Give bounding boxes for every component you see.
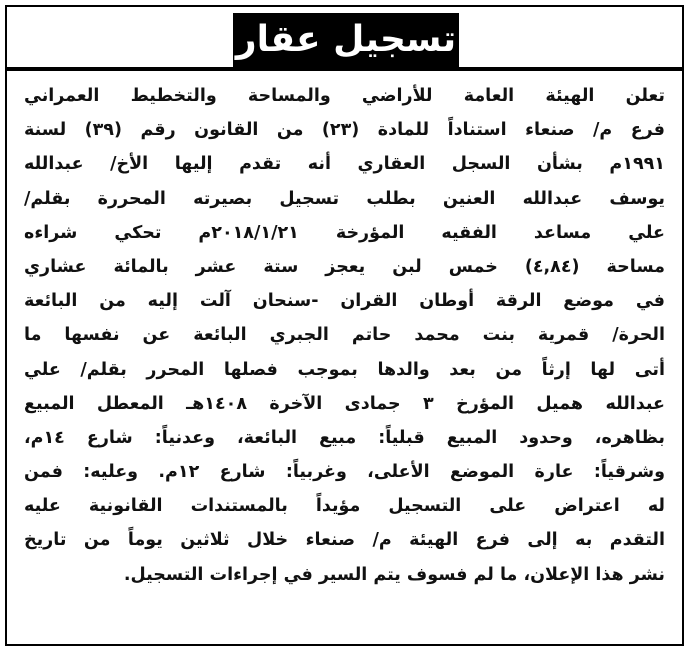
body-line: التقدم به إلى فرع الهيئة م/ صنعاء خلال ثلاثين يوماً من تاريخ (24, 530, 665, 551)
body-line: بظاهره، وحدود المبيع قبلياً: مبيع البائعة، وعدنياً: شارع ١٤م، (24, 427, 665, 448)
body-line: فرع م/ صنعاء استناداً للمادة (٢٣) من القانون رقم (٣٩) لسنة (24, 120, 665, 141)
notice-header (7, 7, 682, 69)
body-line: مساحة (٤,٨٤) خمس لبن يعجز ستة عشر بالمائة عشاري (24, 256, 665, 277)
real-estate-registration-notice (5, 5, 684, 646)
body-line: ١٩٩١م بشأن السجل العقاري أنه تقدم إليها الأخ/ عبدالله (24, 154, 665, 175)
body-line: في موضع الرقة أوطان القران -سنحان آلت إليه من البائعة (24, 291, 665, 312)
title-band (7, 7, 682, 69)
body-line: علي مساعد الفقيه المؤرخة ٢٠١٨/١/٢١م تحكي شراءه (24, 222, 665, 243)
header-divider (7, 67, 682, 71)
body-line: له اعتراض على التسجيل مؤيداً بالمستندات القانونية عليه (24, 496, 665, 517)
body-line: أتى لها إرثاً من بعد والدها بموجب فصلها المحرر بقلم/ علي (24, 359, 665, 380)
notice-title: تسجيل عقار (233, 13, 459, 67)
body-line: عبدالله هميل المؤرخ ٣ جمادى الآخرة ١٤٠٨هـ المعطل المبيع (24, 393, 665, 414)
notice-body (24, 79, 665, 592)
body-line: نشر هذا الإعلان، ما لم فسوف يتم السير في إجراءات التسجيل. (123, 564, 665, 585)
body-line: يوسف عبدالله العنين بطلب تسجيل بصيرته المحررة بقلم/ (24, 188, 665, 209)
body-line: وشرقياً: عارة الموضع الأعلى، وغربياً: شارع ١٢م. وعليه: فمن (24, 462, 665, 483)
body-line: الحرة/ قمرية بنت محمد حاتم الجبري البائعة عن نفسها ما (24, 325, 665, 346)
body-line: تعلن الهيئة العامة للأراضي والمساحة والتخطيط العمراني (24, 86, 665, 106)
